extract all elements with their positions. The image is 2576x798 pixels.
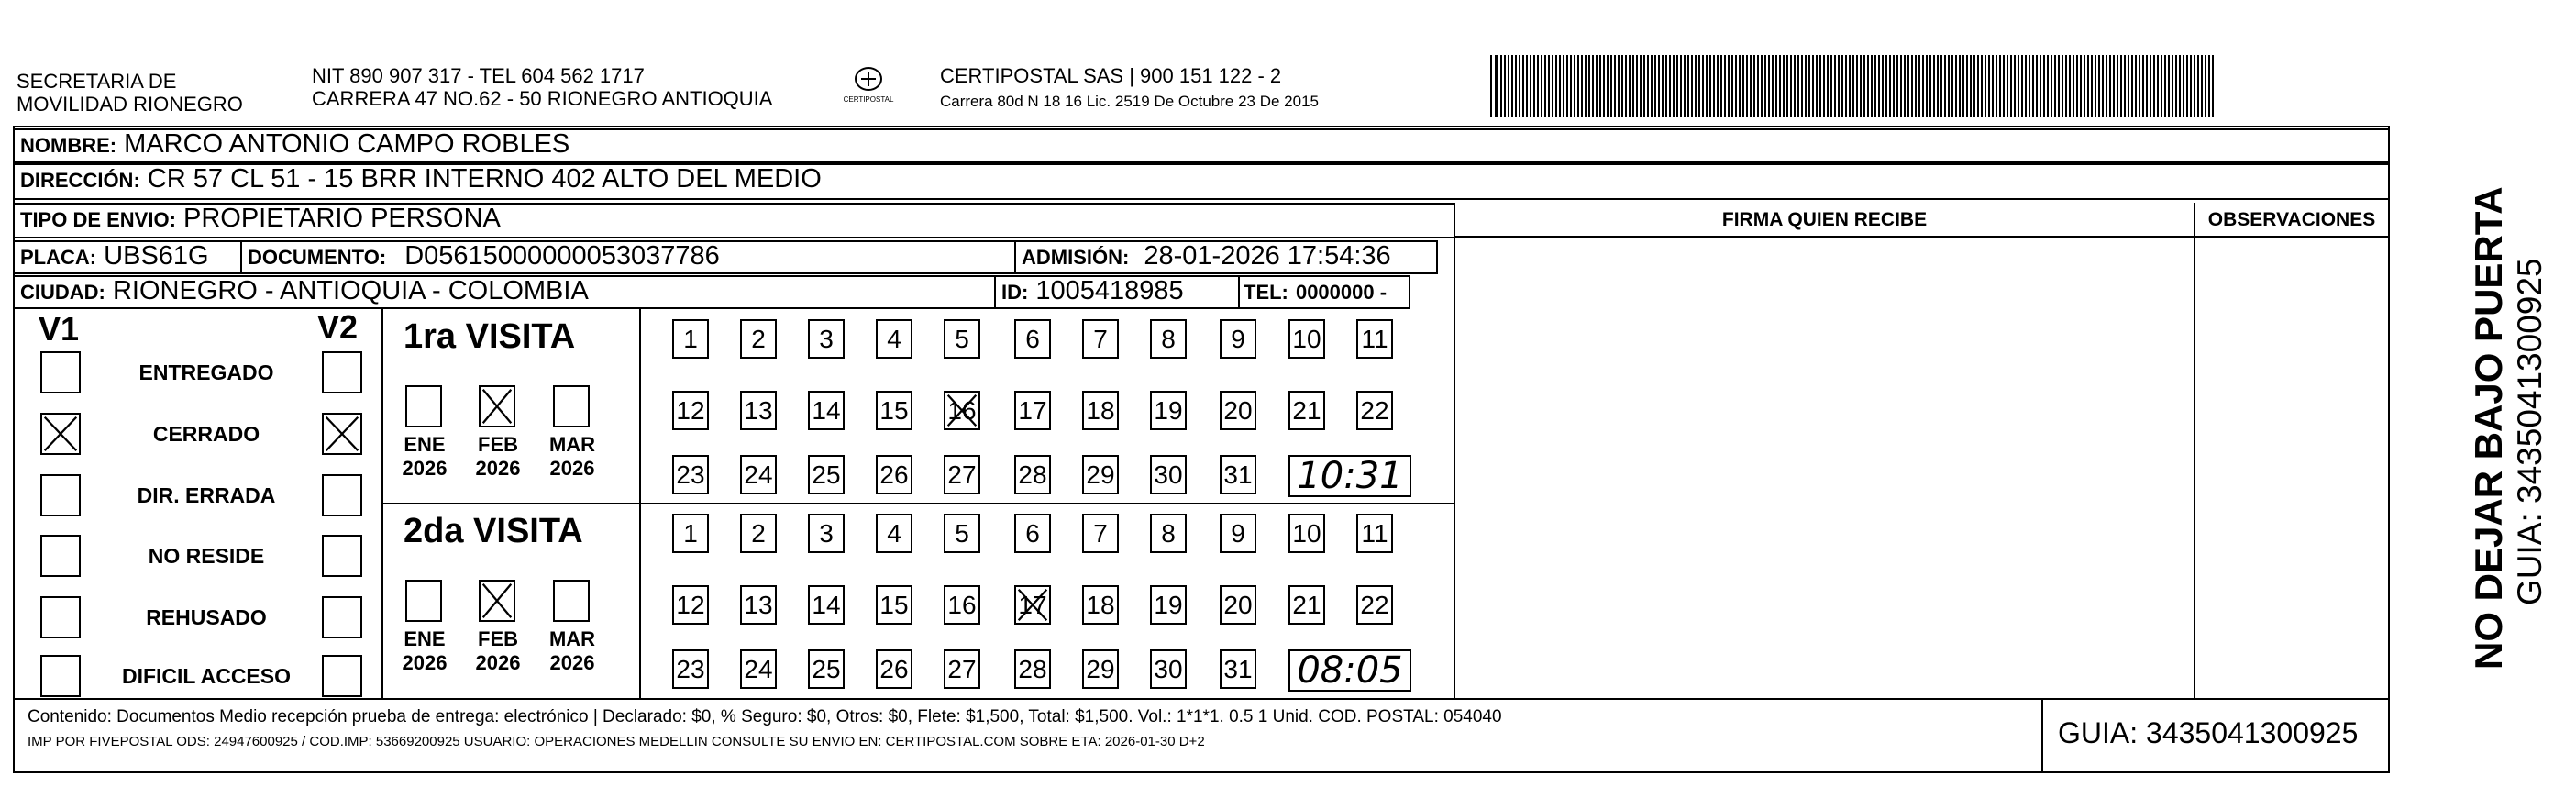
day-box[interactable]	[740, 455, 777, 494]
day-number: 28	[1018, 460, 1047, 489]
direccion-label: DIRECCIÓN:	[20, 169, 140, 192]
tel-value: 0000000 -	[1295, 281, 1388, 304]
day-box[interactable]	[1014, 649, 1051, 689]
handwritten-time: 10:31	[1297, 455, 1403, 497]
day-box[interactable]	[1082, 585, 1119, 625]
frame-bottom	[13, 771, 2390, 773]
day-number: 13	[744, 396, 773, 425]
nombre-label: NOMBRE:	[20, 134, 117, 157]
footer-guia: GUIA: 3435041300925	[2058, 716, 2359, 749]
day-number: 8	[1161, 519, 1176, 548]
nombre-row	[13, 128, 2390, 163]
v2-checkbox[interactable]	[322, 596, 362, 638]
day-number: 29	[1086, 460, 1115, 489]
footer-line2: IMP POR FIVEPOSTAL ODS: 24947600925 / COD.IMP: 53669200925 USUARIO: OPERACIONES MEDELLIN CONSULTE SU ENVIO EN: CERTIPOSTAL.COM SOBRE ETA: 2026-01-30 D+2	[28, 734, 1205, 749]
courier-block	[940, 64, 1319, 113]
day-number: 15	[879, 591, 909, 619]
v1-checkbox[interactable]	[40, 413, 81, 455]
day-number: 7	[1093, 519, 1108, 548]
v2-label: V2	[317, 308, 359, 346]
day-box[interactable]	[1082, 649, 1119, 689]
day-box[interactable]	[876, 649, 912, 689]
day-box[interactable]	[672, 319, 709, 359]
frame-right	[2388, 126, 2390, 773]
day-number: 20	[1223, 396, 1253, 425]
day-box[interactable]	[672, 585, 709, 625]
day-number: 18	[1086, 591, 1115, 619]
day-number: 19	[1154, 591, 1183, 619]
day-box[interactable]	[808, 455, 845, 494]
footer-guia-divider	[2041, 698, 2043, 773]
direccion-row	[13, 163, 2390, 200]
day-number: 26	[879, 655, 909, 683]
day-number: 2	[751, 519, 766, 548]
side-text	[2403, 156, 2548, 670]
org-line1: SECRETARIA DE	[17, 70, 177, 93]
day-box[interactable]	[1082, 514, 1119, 553]
day-number: 14	[812, 591, 841, 619]
id-label: ID:	[1001, 281, 1029, 304]
day-box[interactable]	[1014, 455, 1051, 494]
status-label: DIR. ERRADA	[137, 483, 276, 507]
day-box[interactable]	[1150, 514, 1187, 553]
month-year: 2026	[475, 651, 521, 674]
day-box[interactable]	[1220, 319, 1256, 359]
day-number: 10	[1292, 519, 1321, 548]
day-box[interactable]	[1288, 514, 1325, 553]
day-box[interactable]	[1356, 514, 1393, 553]
day-number: 3	[819, 519, 834, 548]
day-number: 5	[955, 325, 969, 353]
id-value: 1005418985	[1035, 276, 1184, 305]
month-name: MAR	[548, 433, 596, 456]
certipostal-logo	[836, 64, 901, 112]
placa-cell	[13, 240, 242, 274]
nit-line2: CARRERA 47 NO.62 - 50 RIONEGRO ANTIOQUIA	[312, 87, 773, 110]
org-name	[17, 70, 243, 116]
nit-block	[312, 64, 772, 110]
day-box[interactable]	[1356, 391, 1393, 430]
day-box[interactable]	[1288, 391, 1325, 430]
day-box[interactable]	[944, 649, 980, 689]
obs-left-border	[2194, 203, 2195, 698]
admision-cell	[1014, 240, 1438, 274]
day-number: 23	[676, 655, 705, 683]
day-number: 27	[947, 460, 977, 489]
status-label: REHUSADO	[146, 605, 267, 629]
v1-checkbox[interactable]	[40, 655, 81, 697]
tel-label: TEL:	[1244, 281, 1288, 304]
month-label	[540, 627, 604, 675]
id-cell	[994, 275, 1240, 309]
day-number: 29	[1086, 655, 1115, 683]
time-box	[1288, 455, 1411, 497]
day-box[interactable]	[1014, 391, 1051, 430]
month-name: ENE	[404, 433, 446, 456]
day-box[interactable]	[1082, 319, 1119, 359]
month-checkbox[interactable]	[405, 580, 442, 622]
day-number: 8	[1161, 325, 1176, 353]
day-box[interactable]	[944, 585, 980, 625]
courier-line1: CERTIPOSTAL SAS | 900 151 122 - 2	[940, 64, 1282, 87]
day-number: 31	[1223, 460, 1253, 489]
day-box[interactable]	[808, 391, 845, 430]
footer-line1: Contenido: Documentos Medio recepción prueba de entrega: electrónico | Declarado: $0, % Seguro: $0, Otros: $0, Flete: $1,500, Total: $1,500. Vol.: 1*1*1. 0.5 1 Unid. COD. POSTAL: 054040	[28, 707, 1502, 726]
day-number: 17	[1018, 591, 1047, 619]
day-number: 11	[1361, 325, 1388, 353]
observaciones-header: OBSERVACIONES	[2207, 209, 2376, 230]
day-number: 24	[744, 655, 773, 683]
visit-title: 1ra VISITA	[404, 317, 576, 356]
v2-checkbox[interactable]	[322, 413, 362, 455]
day-box[interactable]	[808, 514, 845, 553]
month-checkbox[interactable]	[553, 385, 590, 427]
day-box[interactable]	[672, 391, 709, 430]
v2-checkbox[interactable]	[322, 474, 362, 516]
day-box[interactable]	[876, 319, 912, 359]
visit-divider	[381, 503, 1455, 504]
documento-label: DOCUMENTO:	[248, 246, 387, 269]
month-name: MAR	[548, 627, 596, 650]
courier-line2: Carrera 80d N 18 16 Lic. 2519 De Octubre 23 De 2015	[940, 93, 1319, 110]
day-number: 4	[887, 519, 901, 548]
day-box[interactable]	[1356, 319, 1393, 359]
day-number: 19	[1154, 396, 1183, 425]
tel-cell	[1238, 275, 1410, 309]
day-cross-mark	[1016, 587, 1049, 623]
admision-label: ADMISIÓN:	[1022, 246, 1130, 269]
day-box[interactable]	[808, 649, 845, 689]
day-number: 20	[1223, 591, 1253, 619]
barcode	[1490, 55, 2224, 117]
v1-checkbox[interactable]	[40, 351, 81, 393]
day-box[interactable]	[808, 319, 845, 359]
day-number: 9	[1231, 325, 1245, 353]
day-box[interactable]	[672, 514, 709, 553]
day-box[interactable]	[944, 514, 980, 553]
day-number: 31	[1223, 655, 1253, 683]
day-number: 16	[947, 396, 977, 425]
day-number: 17	[1018, 396, 1047, 425]
ciudad-value: RIONEGRO - ANTIOQUIA - COLOMBIA	[112, 276, 589, 305]
day-number: 1	[683, 325, 698, 353]
footer-top-line	[13, 698, 2390, 700]
day-box[interactable]	[1288, 585, 1325, 625]
day-number: 24	[744, 460, 773, 489]
v1-checkbox[interactable]	[40, 535, 81, 577]
day-box[interactable]	[808, 585, 845, 625]
day-box[interactable]	[1150, 585, 1187, 625]
month-label	[392, 627, 457, 675]
month-checkbox[interactable]	[479, 580, 515, 622]
time-box	[1288, 649, 1411, 692]
status-label: NO RESIDE	[148, 544, 265, 568]
month-year: 2026	[549, 651, 595, 674]
month-year: 2026	[475, 457, 521, 480]
day-box[interactable]	[1220, 391, 1256, 430]
day-number: 9	[1231, 519, 1245, 548]
firma-left-border	[1454, 203, 1455, 698]
day-number: 2	[751, 325, 766, 353]
day-number: 4	[887, 325, 901, 353]
day-box[interactable]	[944, 319, 980, 359]
day-box[interactable]	[1220, 585, 1256, 625]
day-number: 12	[676, 396, 705, 425]
day-number: 18	[1086, 396, 1115, 425]
v2-checkbox[interactable]	[322, 535, 362, 577]
day-box[interactable]	[1014, 585, 1051, 625]
frame-top	[13, 126, 2388, 127]
month-checkbox[interactable]	[479, 385, 515, 427]
ciudad-label: CIUDAD:	[20, 281, 105, 304]
day-number: 1	[683, 519, 698, 548]
day-box[interactable]	[1150, 391, 1187, 430]
side-warning: NO DEJAR BAJO PUERTA	[2467, 186, 2510, 670]
day-box[interactable]	[1220, 455, 1256, 494]
month-year: 2026	[402, 457, 448, 480]
org-line2: MOVILIDAD RIONEGRO	[17, 93, 243, 116]
status-label: CERRADO	[152, 422, 260, 446]
v2-checkbox[interactable]	[322, 655, 362, 697]
month-label	[540, 433, 604, 481]
nombre-value: MARCO ANTONIO CAMPO ROBLES	[124, 129, 570, 159]
handwritten-time: 08:05	[1297, 649, 1403, 692]
day-number: 23	[676, 460, 705, 489]
day-box[interactable]	[1082, 455, 1119, 494]
day-box[interactable]	[1150, 649, 1187, 689]
placa-label: PLACA:	[20, 246, 97, 269]
day-box[interactable]	[1220, 514, 1256, 553]
v1-checkbox[interactable]	[40, 474, 81, 516]
day-number: 13	[744, 591, 773, 619]
month-checkbox[interactable]	[553, 580, 590, 622]
day-number: 21	[1292, 396, 1321, 425]
day-box[interactable]	[944, 391, 980, 430]
day-box[interactable]	[1220, 649, 1256, 689]
day-number: 22	[1360, 591, 1389, 619]
month-label	[392, 433, 457, 481]
day-box[interactable]	[1150, 455, 1187, 494]
documento-cell	[240, 240, 1016, 274]
col-header-line	[1454, 236, 2389, 238]
day-number: 11	[1361, 519, 1388, 548]
day-box[interactable]	[1150, 319, 1187, 359]
day-box[interactable]	[740, 391, 777, 430]
placa-value: UBS61G	[104, 241, 209, 271]
day-box[interactable]	[876, 391, 912, 430]
day-box[interactable]	[1014, 319, 1051, 359]
day-number: 14	[812, 396, 841, 425]
day-number: 28	[1018, 655, 1047, 683]
day-number: 6	[1025, 519, 1040, 548]
tipo-value: PROPIETARIO PERSONA	[182, 204, 501, 233]
day-number: 6	[1025, 325, 1040, 353]
day-box[interactable]	[944, 455, 980, 494]
side-guia: GUIA: 3435041300925	[2511, 258, 2548, 605]
day-cross-mark	[945, 393, 978, 428]
day-number: 7	[1093, 325, 1108, 353]
day-number: 5	[955, 519, 969, 548]
day-number: 22	[1360, 396, 1389, 425]
day-number: 16	[947, 591, 977, 619]
v1-checkbox[interactable]	[40, 596, 81, 638]
logo-caption: CERTIPOSTAL	[843, 95, 894, 104]
day-box[interactable]	[740, 319, 777, 359]
day-box[interactable]	[672, 455, 709, 494]
day-box[interactable]	[1356, 585, 1393, 625]
day-number: 3	[819, 325, 834, 353]
day-number: 27	[947, 655, 977, 683]
month-name: ENE	[404, 627, 446, 650]
day-number: 30	[1154, 655, 1183, 683]
month-year: 2026	[549, 457, 595, 480]
ciudad-cell	[13, 275, 996, 309]
day-number: 30	[1154, 460, 1183, 489]
month-label	[466, 433, 530, 481]
month-name: FEB	[478, 433, 518, 456]
admision-value: 28-01-2026 17:54:36	[1144, 241, 1391, 271]
day-box[interactable]	[876, 455, 912, 494]
day-box[interactable]	[876, 514, 912, 553]
month-year: 2026	[402, 651, 448, 674]
tipo-label: TIPO DE ENVIO:	[20, 208, 176, 231]
firma-header: FIRMA QUIEN RECIBE	[1721, 209, 1928, 230]
day-number: 21	[1292, 591, 1321, 619]
day-number: 25	[812, 655, 841, 683]
month-checkbox[interactable]	[405, 385, 442, 427]
day-number: 26	[879, 460, 909, 489]
documento-value: D05615000000053037786	[404, 241, 720, 271]
day-box[interactable]	[740, 649, 777, 689]
v1-label: V1	[39, 310, 80, 348]
nit-line1: NIT 890 907 317 - TEL 604 562 1717	[312, 64, 645, 87]
month-label	[466, 627, 530, 675]
status-label: DIFICIL ACCESO	[121, 664, 291, 688]
day-box[interactable]	[1288, 319, 1325, 359]
month-name: FEB	[478, 627, 518, 650]
day-number: 25	[812, 460, 841, 489]
direccion-value: CR 57 CL 51 - 15 BRR INTERNO 402 ALTO DEL MEDIO	[147, 164, 822, 194]
tipo-row	[13, 203, 1455, 238]
v2-checkbox[interactable]	[322, 351, 362, 393]
day-box[interactable]	[1082, 391, 1119, 430]
visit-title: 2da VISITA	[404, 512, 583, 550]
day-box[interactable]	[876, 585, 912, 625]
day-number: 10	[1292, 325, 1321, 353]
day-number: 15	[879, 396, 909, 425]
day-box[interactable]	[740, 585, 777, 625]
day-box[interactable]	[1014, 514, 1051, 553]
day-number: 12	[676, 591, 705, 619]
day-box[interactable]	[672, 649, 709, 689]
status-label: ENTREGADO	[138, 360, 274, 384]
day-box[interactable]	[740, 514, 777, 553]
